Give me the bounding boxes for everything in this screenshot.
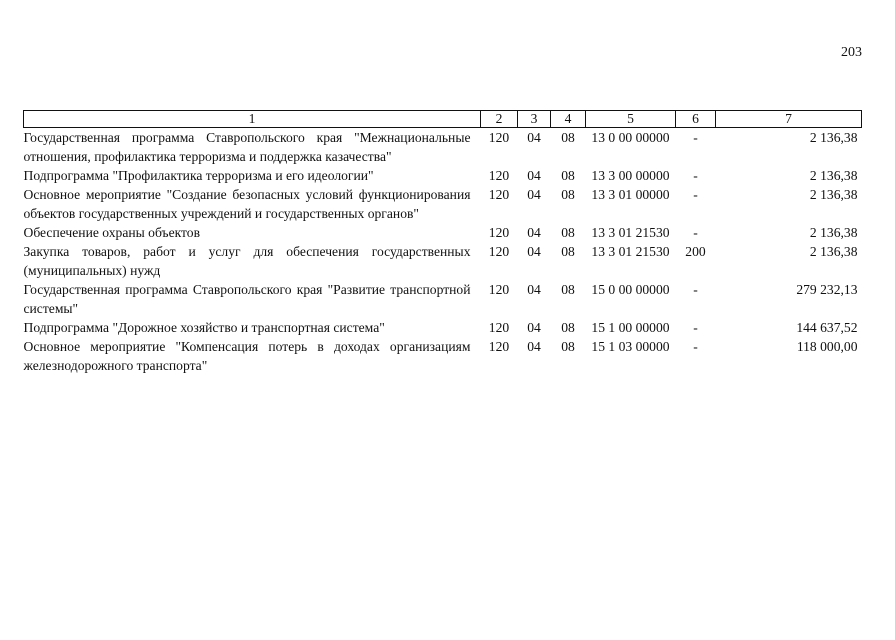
row-code-3: 04 — [527, 130, 541, 145]
row-code-5: 13 3 00 00000 — [591, 168, 670, 183]
table-row — [24, 337, 862, 375]
row-code-3: 04 — [527, 282, 541, 297]
budget-table — [23, 110, 862, 375]
row-code-2: 120 — [488, 168, 510, 183]
row-name: Государственная программа Ставропольского края "Развитие транспортной системы" — [23, 282, 471, 316]
row-code-5: 13 3 01 21530 — [591, 225, 670, 240]
row-name: Подпрограмма "Профилактика терроризма и его идеологии" — [23, 168, 374, 183]
row-code-6: - — [693, 320, 698, 335]
row-code-2: 120 — [488, 244, 510, 259]
table-row — [24, 185, 862, 223]
table-row — [24, 223, 862, 242]
row-name: Закупка товаров, работ и услуг для обеспечения государственных (муниципальных) нужд — [23, 244, 471, 278]
row-code-2: 120 — [488, 282, 510, 297]
column-header-1: 1 — [24, 111, 481, 128]
table-row — [24, 242, 862, 280]
row-code-5: 13 0 00 00000 — [591, 130, 670, 145]
row-sum: 2 136,38 — [809, 225, 858, 240]
row-code-3: 04 — [527, 187, 541, 202]
row-code-4: 08 — [561, 320, 575, 335]
row-sum: 279 232,13 — [796, 282, 858, 297]
column-header-7: 7 — [716, 111, 862, 128]
row-code-5: 15 1 03 00000 — [591, 339, 670, 354]
row-code-4: 08 — [561, 282, 575, 297]
row-code-3: 04 — [527, 320, 541, 335]
row-code-6: - — [693, 225, 698, 240]
row-sum: 2 136,38 — [809, 168, 858, 183]
table-header-row — [24, 111, 862, 128]
row-code-5: 15 1 00 00000 — [591, 320, 670, 335]
row-code-5: 13 3 01 21530 — [591, 244, 670, 259]
row-name: Основное мероприятие "Создание безопасных условий функционирования объектов государственных учреждений и государственных органов" — [23, 187, 471, 221]
row-code-6: - — [693, 168, 698, 183]
row-code-6: - — [693, 187, 698, 202]
column-header-4: 4 — [551, 111, 586, 128]
row-code-5: 13 3 01 00000 — [591, 187, 670, 202]
table-row — [24, 318, 862, 337]
row-code-4: 08 — [561, 187, 575, 202]
row-code-4: 08 — [561, 225, 575, 240]
row-code-5: 15 0 00 00000 — [591, 282, 670, 297]
row-name: Основное мероприятие "Компенсация потерь в доходах организациям железнодорожного транспорта" — [23, 339, 471, 373]
row-code-6: - — [693, 339, 698, 354]
row-name: Подпрограмма "Дорожное хозяйство и транспортная система" — [23, 320, 385, 335]
row-code-2: 120 — [488, 225, 510, 240]
row-code-4: 08 — [561, 244, 575, 259]
row-code-3: 04 — [527, 244, 541, 259]
table-row — [24, 128, 862, 167]
row-name: Государственная программа Ставропольского края "Межнациональные отношения, профилактика терроризма и поддержка казачества" — [23, 130, 471, 164]
row-code-2: 120 — [488, 187, 510, 202]
row-code-3: 04 — [527, 339, 541, 354]
column-header-2: 2 — [481, 111, 518, 128]
column-header-6: 6 — [676, 111, 716, 128]
column-header-5: 5 — [586, 111, 676, 128]
row-code-3: 04 — [527, 225, 541, 240]
row-sum: 2 136,38 — [809, 130, 858, 145]
row-code-6: - — [693, 282, 698, 297]
page-number: 203 — [841, 45, 862, 60]
row-code-2: 120 — [488, 320, 510, 335]
table-row — [24, 166, 862, 185]
table-row — [24, 280, 862, 318]
row-sum: 2 136,38 — [809, 244, 858, 259]
row-code-6: 200 — [685, 244, 706, 259]
row-code-3: 04 — [527, 168, 541, 183]
row-code-6: - — [693, 130, 698, 145]
column-header-3: 3 — [518, 111, 551, 128]
row-code-4: 08 — [561, 339, 575, 354]
row-sum: 144 637,52 — [796, 320, 858, 335]
row-code-2: 120 — [488, 339, 510, 354]
row-code-4: 08 — [561, 130, 575, 145]
row-code-4: 08 — [561, 168, 575, 183]
row-sum: 2 136,38 — [809, 187, 858, 202]
row-sum: 118 000,00 — [796, 339, 858, 354]
row-name: Обеспечение охраны объектов — [23, 225, 201, 240]
row-code-2: 120 — [488, 130, 510, 145]
